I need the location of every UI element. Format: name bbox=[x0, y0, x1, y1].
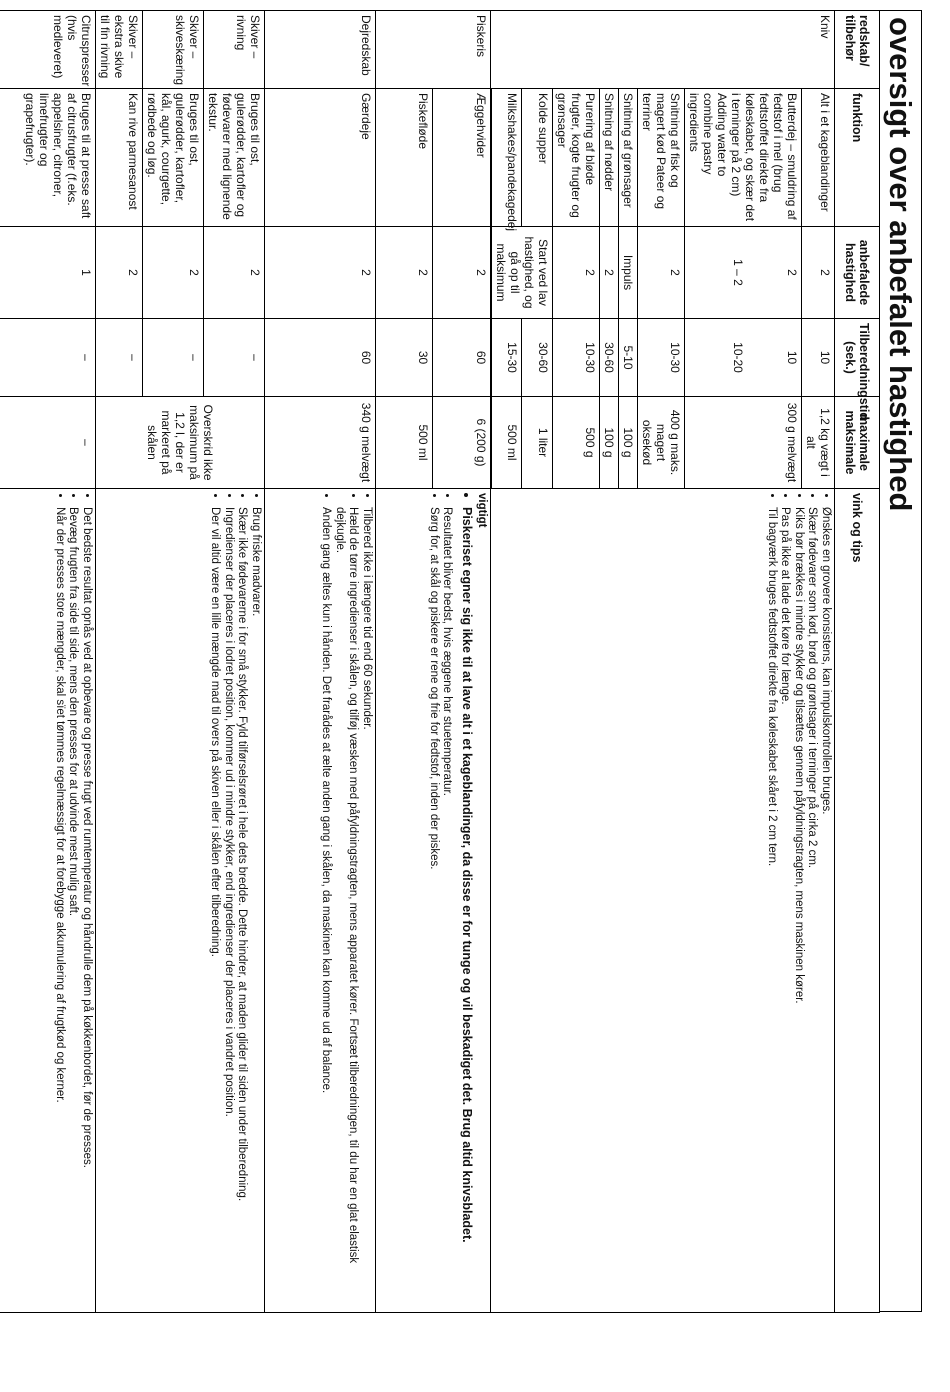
time-cell: 10 bbox=[802, 319, 835, 397]
tips-cell bbox=[0, 489, 96, 1313]
header-max: maximale maksimale bbox=[835, 397, 880, 489]
speed-table bbox=[0, 10, 880, 1313]
time-cell: – bbox=[204, 319, 265, 397]
time-cell: 30-60 bbox=[600, 319, 619, 397]
speed-cell: Impuls bbox=[619, 227, 638, 319]
spacer-cell bbox=[491, 89, 492, 227]
max-cell: 300 g melvægt bbox=[685, 397, 802, 489]
tool-cell: Kniv bbox=[491, 11, 835, 89]
speed-overview-sheet bbox=[23, 10, 922, 1312]
tips-list bbox=[319, 493, 373, 1308]
speed-cell: 2 bbox=[143, 227, 204, 319]
spacer-cell bbox=[491, 227, 492, 319]
header-tool: redskab/ tilbehør bbox=[835, 11, 880, 89]
function-cell: Alt i et kageblandinger bbox=[802, 89, 835, 227]
speed-cell: 2 bbox=[638, 227, 685, 319]
tool-cell: Skiver – skiveskæring bbox=[143, 11, 204, 89]
header-row bbox=[835, 11, 880, 1313]
time-cell bbox=[685, 319, 802, 397]
tool-cell: Citruspresser (hvis medleveret) bbox=[0, 11, 96, 89]
tip-item: • Bevæg frugten fra side til side, mens den presses for at udvinde mest mulig saft. bbox=[66, 507, 80, 1308]
max-cell: 1 liter bbox=[522, 397, 553, 489]
tip-item: • Kiks bør brækkes i mindre stykker og tilsættes gennem påfyldningstragten, mens maskinen kører. bbox=[792, 507, 806, 1308]
speed-cell: 2 bbox=[96, 227, 143, 319]
max-cell: 6 (200 g) bbox=[433, 397, 491, 489]
function-text: Adding water to combine pastry ingredients bbox=[687, 93, 729, 177]
speed-text: 1 – 2 bbox=[731, 259, 745, 286]
tip-item: • Ingredienser der placeres i lodret position, kommer ud i mindre stykker, end ingredienser der placeres i vandret position. bbox=[222, 507, 236, 1308]
function-cell: Bruges til ost, gulerødder, kartofler, kål, agurk, courgette, rødbede og løg. bbox=[143, 89, 204, 227]
header-time: Tilberedningstid (sek.) bbox=[835, 319, 880, 397]
tip-item: • Skær fødevarer som kød, brød og grøntsager i terninger på cirka 2 cm. bbox=[805, 507, 819, 1308]
time-cell: – bbox=[0, 319, 96, 397]
speed-cell: Start ved lav hastighed, og gå op til maksimum bbox=[492, 227, 553, 319]
table-row bbox=[204, 11, 265, 1313]
function-cell: Bruges til at presse saft af citrusfrugter (f.eks. appelsiner, citroner, limefrugter og grapefrugter). bbox=[0, 89, 96, 227]
tip-item: • Sørg for, at skål og piskere er rene og frie for fedtstof, inden der piskes. bbox=[427, 507, 441, 1308]
table-row bbox=[265, 11, 376, 1313]
tips-list bbox=[765, 493, 833, 1308]
tips-cell bbox=[265, 489, 376, 1313]
tips-list bbox=[427, 493, 454, 1308]
speed-cell: 2 bbox=[376, 227, 434, 319]
tool-cell: Piskeris bbox=[376, 11, 491, 89]
tips-heading: vigtigt bbox=[476, 493, 488, 528]
speed-cell: 2 bbox=[433, 227, 491, 319]
function-cell: Kolde supper bbox=[522, 89, 553, 227]
speed-text: 2 bbox=[785, 269, 799, 276]
tips-list bbox=[460, 493, 475, 1308]
time-cell: 60 bbox=[265, 319, 376, 397]
time-cell: 15-30 bbox=[492, 319, 523, 397]
tip-item: • Skær ikke fødevarerne i for små stykker. Fyld tilførselsrøret i hele dets bredde. Dette hindrer, at maden glider til siden under tilberedning. bbox=[235, 507, 249, 1308]
tip-item-warning: • Piskeriset egner sig ikke til at lave alt i et kageblandinger, da disse er for tunge og vil beskadiget det. Brug altid knivsbladet. bbox=[460, 507, 475, 1308]
tip-item: • Hæld de tørre ingredienser i skålen, og tilføj væsken med påfyldningstragten, mens apparatet kører. Fortsæt tilberedningen, til du har en glat elastisk dejkugle. bbox=[333, 507, 360, 1308]
tip-item: • Resultatet bliver bedst, hvis æggene har stuetemperatur. bbox=[440, 507, 454, 1308]
page-title: oversigt over anbefalet hastighed bbox=[880, 10, 922, 1312]
tips-cell bbox=[491, 489, 835, 1313]
tip-item: • Det bedste resultat opnås ved at opbevare og presse frugt ved rumtemperatur og håndrulle dem på køkkenbordet, før de presses. bbox=[80, 507, 94, 1308]
function-cell bbox=[685, 89, 802, 227]
max-cell: 400 g maks. magert oksekød bbox=[638, 397, 685, 489]
function-cell: Piskefløde bbox=[376, 89, 434, 227]
max-cell: 500 g bbox=[553, 397, 600, 489]
tips-list bbox=[53, 493, 94, 1308]
function-text: Butterdej – smuldring af fedtstof i mel (brug fedtstoffet direkte fra køleskabet, og skær det i terninger på 2 cm) bbox=[729, 93, 799, 222]
max-cell: 500 ml bbox=[492, 397, 523, 489]
time-cell: 10-30 bbox=[638, 319, 685, 397]
table-row bbox=[433, 11, 491, 1313]
function-cell: Snitning af grønsager bbox=[619, 89, 638, 227]
speed-cell: 2 bbox=[600, 227, 619, 319]
max-cell: 100 g bbox=[600, 397, 619, 489]
tip-item: • Ønskes en grovere konsistens, kan impulskontrollen bruges. bbox=[819, 507, 833, 1308]
tool-cell: Skiver – rivning bbox=[204, 11, 265, 89]
tip-item: • Når der presses store mængder, skal sïet tømmes regelmæssigt for at forebygge akkumulering af frugtkød og kerner. bbox=[53, 507, 67, 1308]
table-row bbox=[802, 11, 835, 1313]
max-cell: 340 g melvægt bbox=[265, 397, 376, 489]
time-cell: 60 bbox=[433, 319, 491, 397]
speed-cell: 2 bbox=[204, 227, 265, 319]
function-cell: Æggehvider bbox=[433, 89, 491, 227]
table-row bbox=[0, 11, 96, 1313]
tool-cell: Skiver – ekstra skive til fin rivning bbox=[96, 11, 143, 89]
time-cell: – bbox=[143, 319, 204, 397]
tips-list bbox=[208, 493, 262, 1308]
speed-cell: 2 bbox=[553, 227, 600, 319]
time-text: 10-20 bbox=[731, 342, 745, 373]
function-cell: Bruges til ost, gulerødder, kartofler og fødevarer med lignende tekstur. bbox=[204, 89, 265, 227]
tool-cell: Dejredskab bbox=[265, 11, 376, 89]
time-cell: 10-30 bbox=[553, 319, 600, 397]
tip-item: • Tilbered ikke i længere tid end 60 sekunder. bbox=[360, 507, 374, 1308]
tips-cell bbox=[96, 489, 265, 1313]
spacer-cell bbox=[491, 397, 492, 489]
function-cell: Kan rive parmesanost bbox=[96, 89, 143, 227]
speed-cell: 2 bbox=[265, 227, 376, 319]
function-cell: Purering af bløde frugter, kogte frugter og grønsager bbox=[553, 89, 600, 227]
max-cell: Overskrid ikke maksimum på 1,2 l, der er markeret på skålen bbox=[96, 397, 265, 489]
time-text: 10 bbox=[785, 350, 799, 365]
max-cell: 1,2 kg vægt i alt bbox=[802, 397, 835, 489]
tip-item: • Brug friske madvarer. bbox=[249, 507, 263, 1308]
time-cell: 30-60 bbox=[522, 319, 553, 397]
function-cell: Snitning af fisk og magert kød Pateer og terriner bbox=[638, 89, 685, 227]
tip-item: • Anden gang æltes kun i hånden. Det frarådes at ælte anden gang i skålen, da maskinen kan komme ud af balance. bbox=[319, 507, 333, 1308]
time-cell: 30 bbox=[376, 319, 434, 397]
tips-cell bbox=[376, 489, 491, 1313]
time-cell: 5-10 bbox=[619, 319, 638, 397]
max-cell: – bbox=[0, 397, 96, 489]
max-cell: 100 g bbox=[619, 397, 638, 489]
speed-cell: 2 bbox=[802, 227, 835, 319]
spacer-cell bbox=[491, 319, 492, 397]
max-cell: 500 ml bbox=[376, 397, 434, 489]
header-tips: vink og tips bbox=[835, 489, 880, 1313]
speed-cell: 1 bbox=[0, 227, 96, 319]
header-function: funktion bbox=[835, 89, 880, 227]
tip-item: • Pas på ikke at lade det køre for længe. bbox=[778, 507, 792, 1308]
function-cell: Snitning af nødder bbox=[600, 89, 619, 227]
time-cell: – bbox=[96, 319, 143, 397]
function-cell: Gærdeje bbox=[265, 89, 376, 227]
speed-cell bbox=[685, 227, 802, 319]
tip-item: • Til bagværk bruges fedtstoffet direkte fra køleskabet skåret i 2 cm tern. bbox=[765, 507, 779, 1308]
header-speed: anbefalede hastighed bbox=[835, 227, 880, 319]
function-cell: Milkshakes/pandekagedej bbox=[492, 89, 523, 227]
tip-item: • Der vil altid være en lille mængde mad til overs på skiven eller i skålen efter tilberedning. bbox=[208, 507, 222, 1308]
